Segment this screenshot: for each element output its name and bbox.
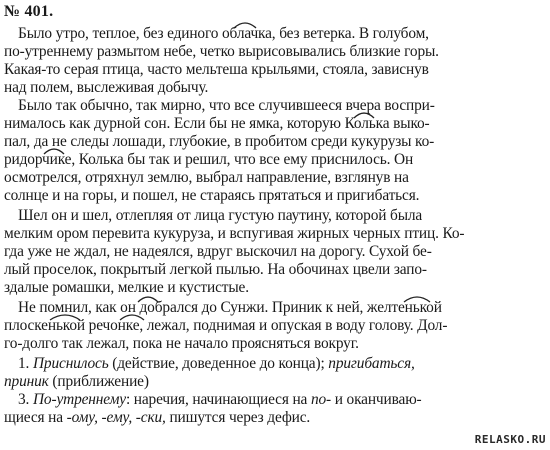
note-3-line-2: щиеся на -ому, -ему, -ски, пишутся через дефис. [4, 409, 311, 426]
text-line: над полем, выслеживая добычу. [4, 79, 209, 96]
text-line: нималось как дурной сон. Если бы не ямка, которую Колька выко- [4, 115, 430, 132]
exercise-number: № 401. [4, 3, 54, 20]
text-line: мелким ором перевита кукуруза, и вспугивая жирных черных птиц. Ко- [4, 225, 465, 242]
text-line: здалые ромашки, мелкие и кустистые. [4, 279, 249, 296]
text-line: Было так обычно, так мирно, что все случившееся вчера воспри- [18, 97, 435, 114]
text-line: солнце и на горы, и пошел, не стараясь прятаться и пригибаться. [4, 187, 420, 204]
text-line: плоскенькой речонке, лежал, поднимая и опуская в воду голову. Дол- [4, 317, 448, 334]
text-line: Не помнил, как он добрался до Сунжи. Приник к ней, желтенькой [18, 299, 442, 316]
text-line: гда уже не ждал, не надеялся, вдруг выскочил на дорогу. Сухой бе- [4, 243, 432, 260]
text-line: Какая-то серая птица, часто мельтеша крыльями, стояла, зависнув [4, 61, 429, 78]
text-line: пал, да не следы лошади, глубокие, в пробитом среди кукурузы ко- [4, 133, 435, 150]
note-3-line: 3. По-утреннему: наречия, начинающиеся на по- и оканчиваю- [18, 391, 422, 408]
text-line: го-долго так лежал, пока не начало проясняться вокруг. [4, 335, 359, 352]
note-1-line: 1. Приснилось (действие, доведенное до конца); пригибаться, [18, 355, 415, 372]
note-1-line-2: приник (приближение) [4, 373, 149, 390]
text-line: по-утреннему размытом небе, четко вырисовывались близкие горы. [4, 43, 439, 60]
text-line: ридорчике, Колька бы так и решил, что все ему приснилось. Он [4, 151, 414, 168]
text-line: осмотрелся, отряхнул землю, выбрал направление, взглянув на [4, 169, 409, 186]
watermark: RELASKO.RU [474, 433, 546, 446]
text-line: Было утро, теплое, без единого облачка, без ветерка. В голубом, [18, 25, 429, 42]
text-line: лый проселок, покрытый легкой пылью. На обочинах цвели запо- [4, 261, 427, 278]
text-line: Шел он и шел, отлепляя от лица густую паутину, которой была [18, 207, 423, 224]
